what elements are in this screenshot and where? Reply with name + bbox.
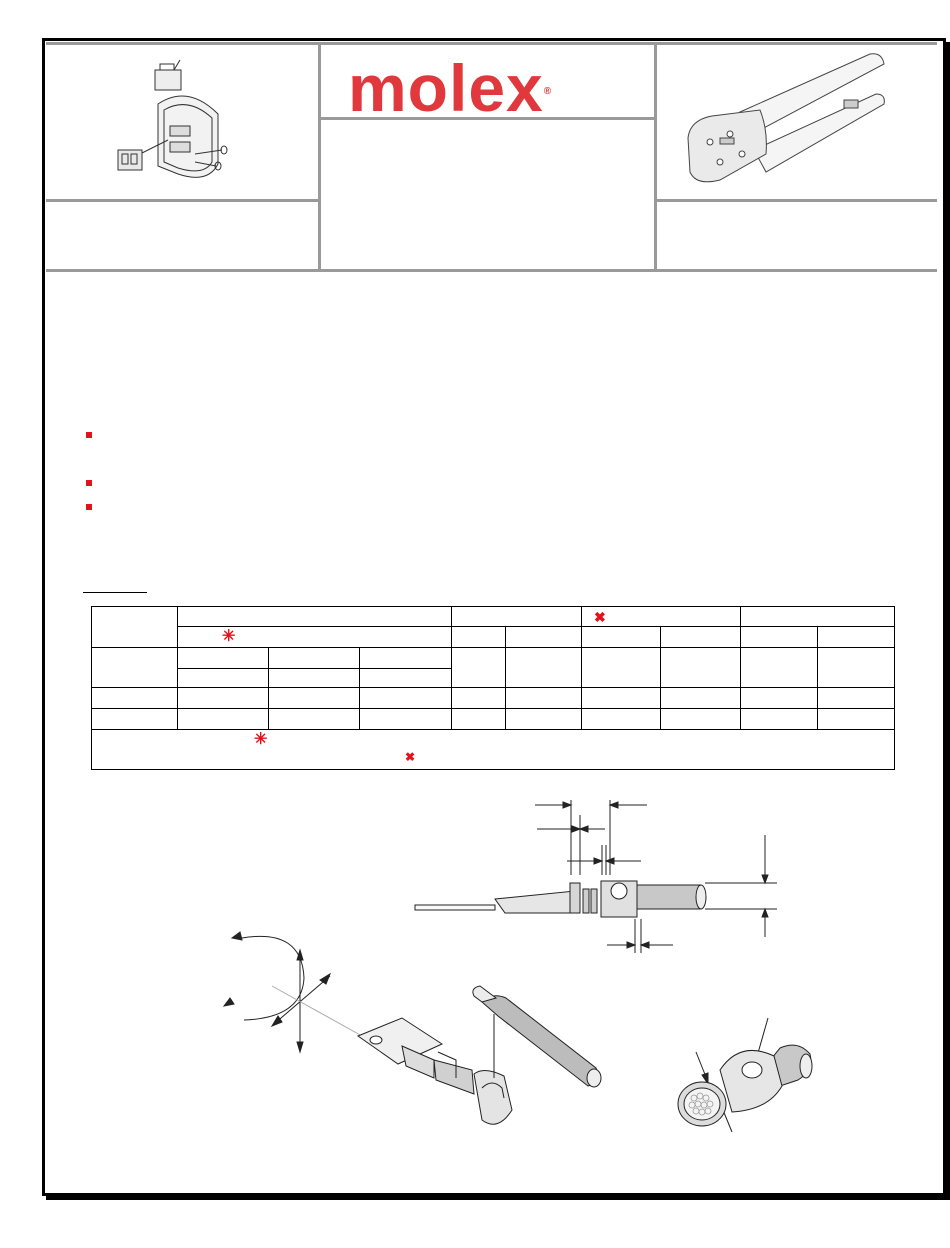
table-notes-row — [92, 730, 895, 770]
table-subheader-cell — [741, 648, 818, 688]
table-cell-header-corner — [92, 607, 178, 648]
table-subheader-cell — [360, 648, 452, 669]
table-subheader-cell — [582, 648, 661, 688]
table-header-group-3 — [582, 607, 741, 627]
table-subheader-cell — [360, 669, 452, 688]
table-subheader-cell — [452, 648, 506, 688]
asterisk-note-icon: ✳ — [254, 731, 268, 748]
die-assembly-icon — [100, 58, 260, 188]
table-subheader-cell — [741, 627, 818, 648]
header-divider-left — [318, 42, 321, 272]
table-header-group-1 — [178, 607, 452, 627]
table-subheader-cell — [506, 648, 582, 688]
x-marker-icon: ✖ — [594, 609, 606, 625]
table-cell — [741, 688, 818, 709]
table-subheader-cell — [452, 627, 506, 648]
header-bottom-rule — [46, 269, 937, 272]
logo-text: molex — [348, 51, 544, 125]
logo-registered-mark: ® — [543, 86, 553, 97]
spec-table — [91, 606, 895, 770]
table-cell — [452, 709, 506, 730]
table-subheader-cell — [178, 669, 269, 688]
table-row — [92, 709, 178, 730]
bullet-2 — [86, 480, 92, 486]
asterisk-marker-icon: ✳ — [222, 628, 236, 645]
table-row-label — [92, 648, 178, 688]
table-row — [92, 688, 178, 709]
table-subheader-cell — [269, 648, 360, 669]
table-cell — [582, 688, 661, 709]
table-cell — [741, 709, 818, 730]
table-subheader-cell — [818, 627, 895, 648]
molex-logo — [348, 51, 608, 125]
table-subheader-cell — [818, 648, 895, 688]
table-header-wire-range — [178, 627, 452, 648]
header-left-mid-rule — [46, 199, 320, 202]
table-cell — [269, 709, 360, 730]
table-subheader-cell — [178, 648, 269, 669]
table-subheader-cell — [661, 627, 741, 648]
crimp-hand-tool-icon — [680, 50, 890, 198]
table-cell — [178, 688, 269, 709]
table-subheader-cell — [582, 627, 661, 648]
bullet-3 — [86, 504, 92, 510]
table-subheader-cell — [506, 627, 582, 648]
table-cell — [506, 709, 582, 730]
header-divider-right — [654, 42, 657, 272]
x-note-icon: ✖ — [405, 750, 416, 764]
terminal-isometric-icon — [212, 918, 622, 1178]
crimp-section-icon — [660, 1010, 830, 1140]
table-cell — [661, 709, 741, 730]
bullet-1 — [86, 432, 92, 438]
table-subheader-cell — [269, 669, 360, 688]
table-cell — [360, 709, 452, 730]
table-header-group-2 — [452, 607, 582, 627]
table-cell — [818, 688, 895, 709]
table-cell — [178, 709, 269, 730]
table-cell — [582, 709, 661, 730]
table-cell — [661, 688, 741, 709]
table-cell — [506, 688, 582, 709]
table-cell — [452, 688, 506, 709]
table-subheader-cell — [661, 648, 741, 688]
table-cell — [360, 688, 452, 709]
section-title-underline — [83, 578, 147, 593]
table-header-group-4 — [741, 607, 895, 627]
table-cell — [269, 688, 360, 709]
header-top-rule — [46, 42, 937, 45]
table-cell — [818, 709, 895, 730]
header-right-mid-rule — [656, 199, 937, 202]
